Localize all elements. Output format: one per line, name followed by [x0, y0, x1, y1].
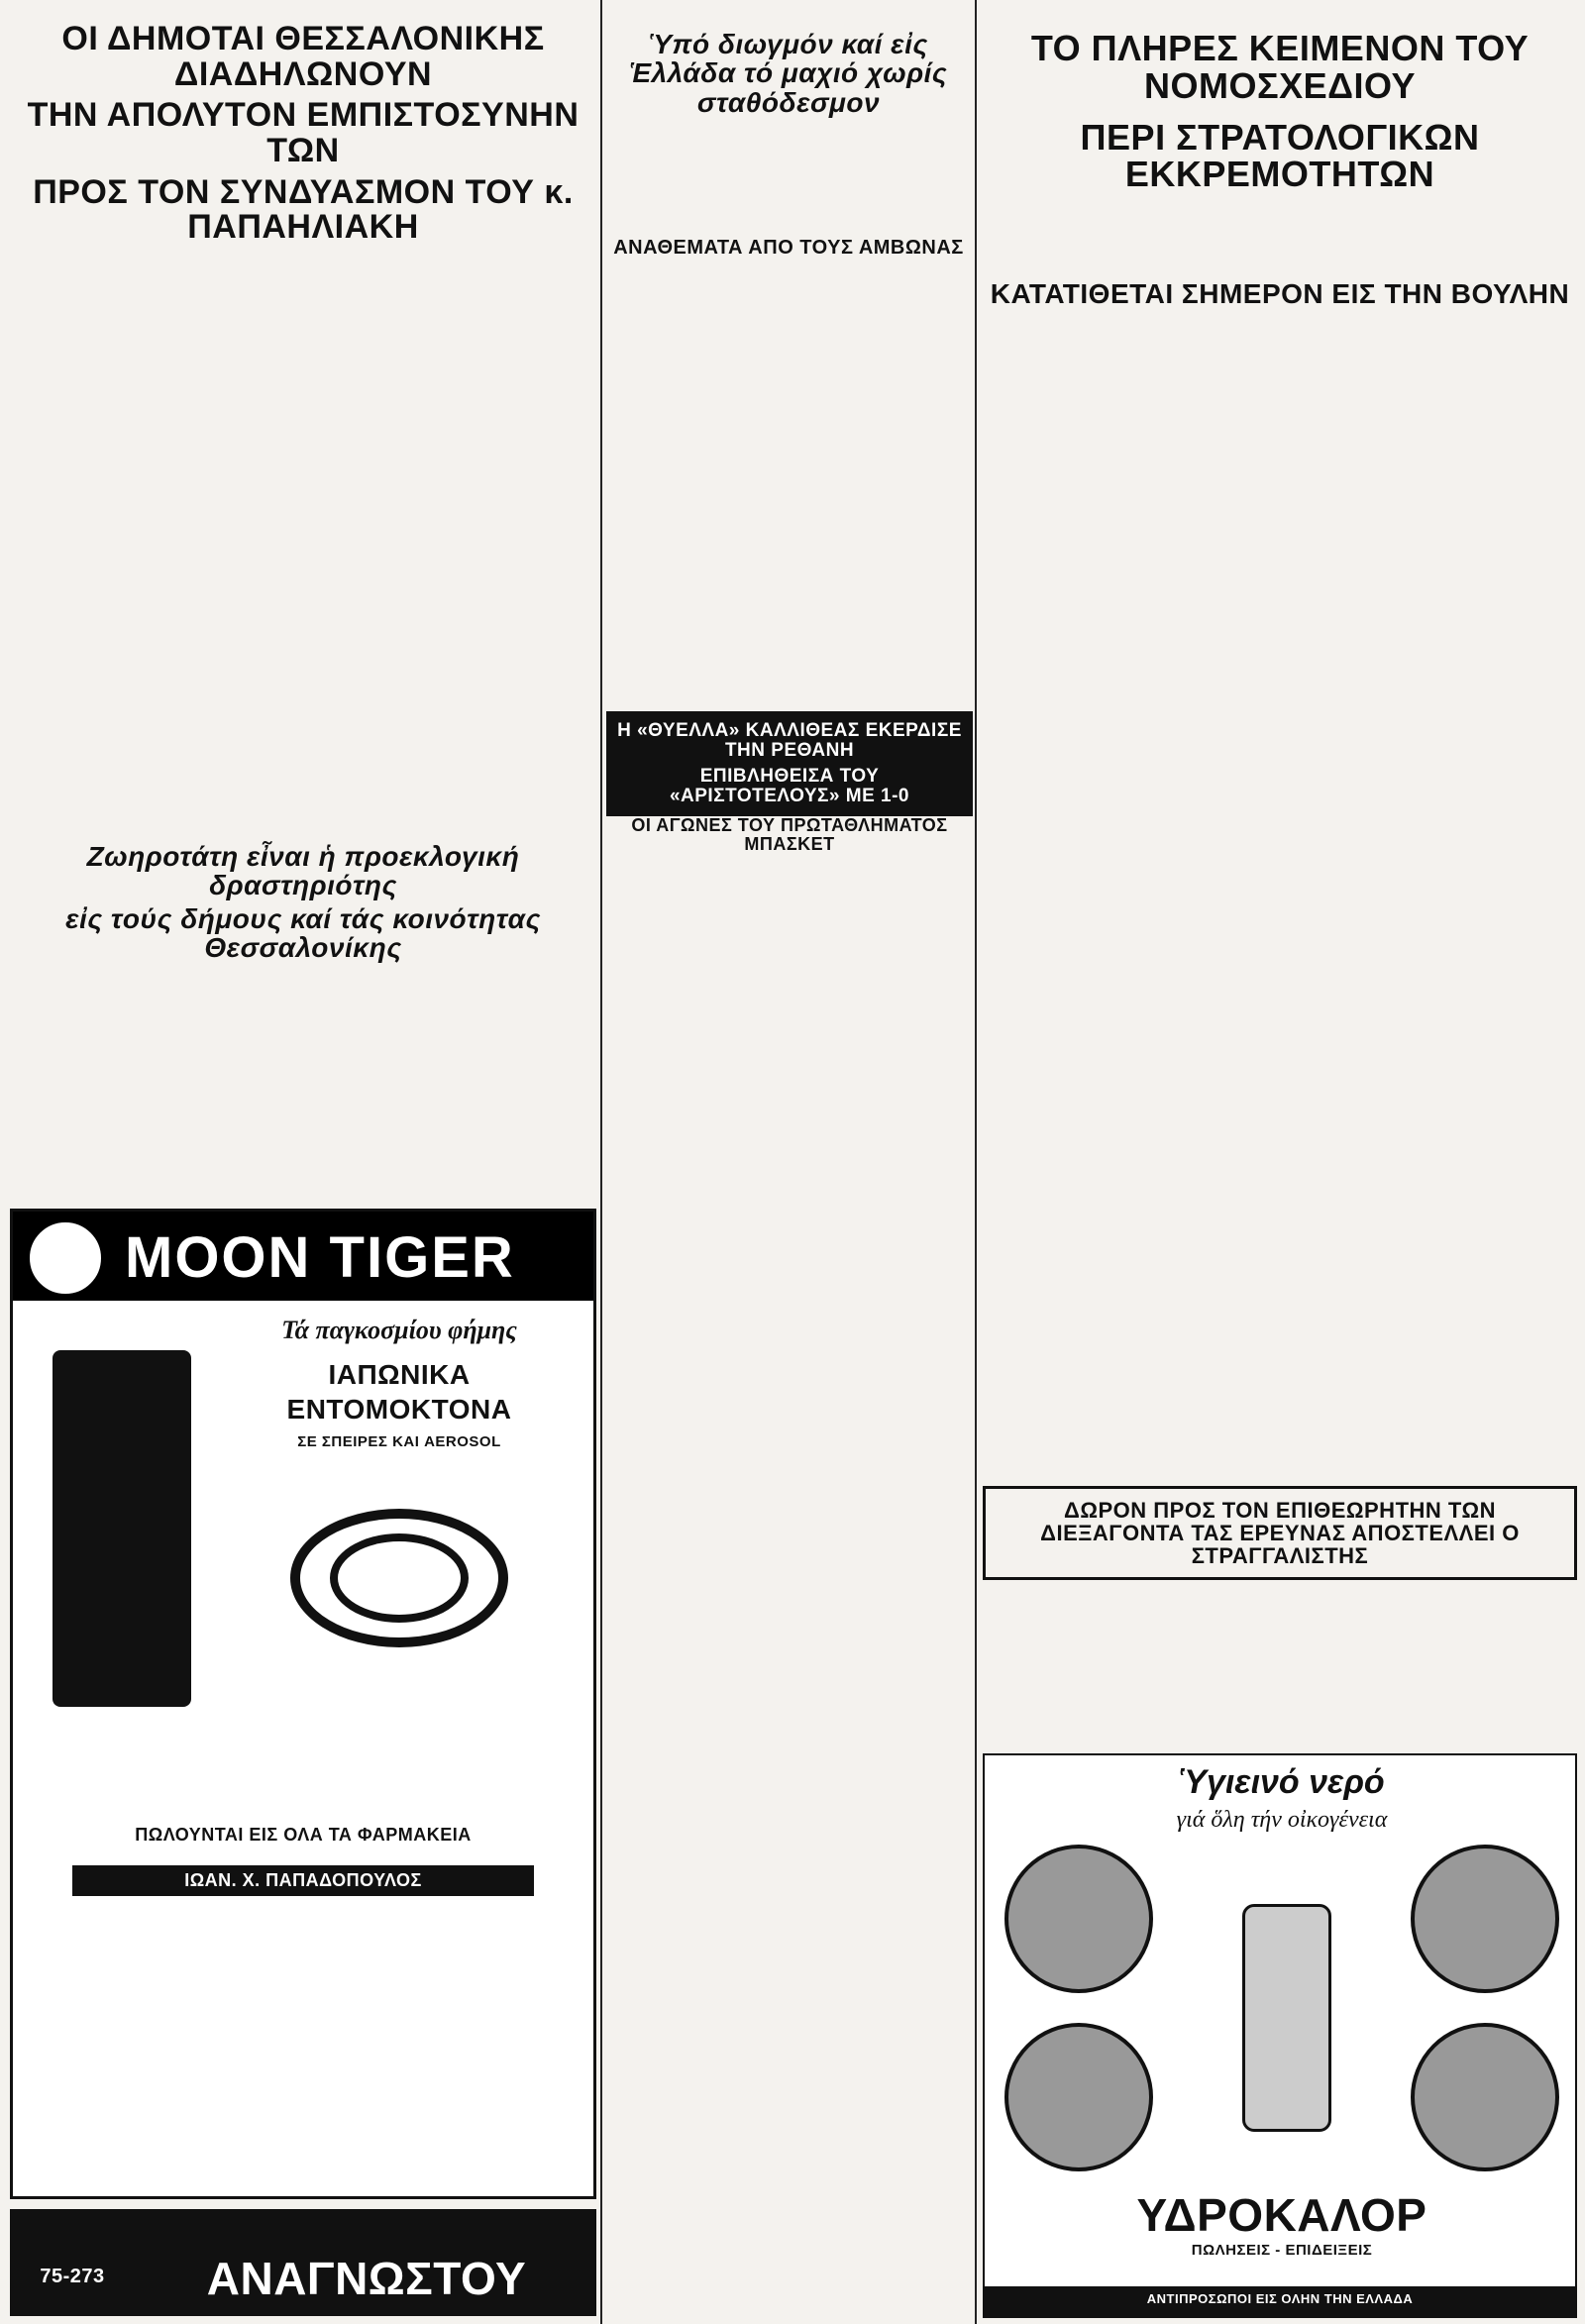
- distributor: ΙΩΑΝ. Χ. ΠΑΠΑΔΟΠΟΥΛΟΣ: [184, 1870, 422, 1890]
- headline-line: ΤΗΝ ΑΠΟΛΥΤΟΝ ΕΜΠΙΣΤΟΣΥΝΗΝ ΤΩΝ: [27, 96, 580, 170]
- strangler-box: [983, 1486, 1577, 1580]
- phone-number: 75-273: [40, 2266, 105, 2287]
- moon-tiger-ad: [10, 1209, 596, 2199]
- headline-block-right: [983, 30, 1577, 193]
- headline-line: εἰς τούς δήμους καί τάς κοινότητας Θεσσαλονίκης: [65, 902, 541, 964]
- headline-main: Ὑπό διωγμόν καί εἰς Ἑλλάδα τό μαχιό χωρίς σταθόδεσμον: [629, 29, 948, 118]
- sports-headline-box: [606, 711, 973, 816]
- product-forms: ΣΕ ΣΠΕΙΡΕΣ ΚΑΙ AEROSOL: [297, 1433, 501, 1450]
- face-portrait: [1004, 2023, 1153, 2171]
- sub-headline: ΚΑΤΑΤΙΘΕΤΑΙ ΣΗΜΕΡΟΝ ΕΙΣ ΤΗΝ ΒΟΥΛΗΝ: [990, 278, 1570, 309]
- headline-block-middle: [606, 30, 971, 117]
- spray-can-icon: [53, 1350, 191, 1707]
- headline-line: Η «ΘΥΕΛΛΑ» ΚΑΛΛΙΘΕΑΣ ΕΚΕΡΔΙΣΕ ΤΗΝ ΡΕΘΑΝΗ: [617, 720, 962, 761]
- moon-tiger-logo-bar: [13, 1212, 593, 1301]
- ad-headline: Ὑγιεινό νερό: [1179, 1763, 1385, 1801]
- basketball-heading: [606, 816, 973, 854]
- ad-footer: ΑΝΤΙΠΡΟΣΩΠΟΙ ΕΙΣ ΟΛΗΝ ΤΗΝ ΕΛΛΑΔΑ: [1146, 2291, 1414, 2306]
- advertiser-name: ΑΝΑΓΝΩΣΤΟΥ: [206, 2253, 527, 2304]
- mosquito-coil-icon: [330, 1533, 469, 1623]
- sub-headline-right: [983, 279, 1577, 308]
- face-portrait: [1411, 2023, 1559, 2171]
- ad-sub: ΠΩΛΗΣΕΙΣ - ΕΠΙΔΕΙΞΕΙΣ: [1191, 2242, 1373, 2259]
- brand-name: MOON TIGER: [125, 1225, 515, 1290]
- sold-at: ΠΩΛΟΥΝΤΑΙ ΕΙΣ ΟΛΑ ΤΑ ΦΑΡΜΑΚΕΙΑ: [135, 1825, 472, 1845]
- column-rule: [600, 0, 602, 2324]
- ad-footer-bar: [985, 2286, 1575, 2316]
- bottom-left-ad: [10, 2209, 596, 2316]
- box-headline: ΔΩΡΟΝ ΠΡΟΣ ΤΟΝ ΕΠΙΘΕΩΡΗΤΗΝ ΤΩΝ ΔΙΕΞΑΓΟΝΤΑ ΤΑΣ ΕΡΕΥΝΑΣ ΑΠΟΣΤΕΛΛΕΙ Ο ΣΤΡΑΓΓΑΛΙΣΤΗΣ: [1040, 1498, 1520, 1569]
- section-heading: ΟΙ ΑΓΩΝΕΣ ΤΟΥ ΠΡΩΤΑΘΛΗΜΑΤΟΣ ΜΠΑΣΚΕΤ: [631, 815, 948, 854]
- headline-line: Ζωηροτάτη εἶναι ἡ προεκλογική δραστηριότης: [86, 841, 520, 901]
- headline-line: ΕΠΙΒΛΗΘΕΙΣΑ ΤΟΥ «ΑΡΙΣΤΟΤΕΛΟΥΣ» ΜΕ 1-0: [669, 765, 910, 806]
- headline-line: ΠΕΡΙ ΣΤΡΑΤΟΛΟΓΙΚΩΝ ΕΚΚΡΕΜΟΤΗΤΩΝ: [1080, 116, 1480, 195]
- filter-device-icon: [1242, 1904, 1331, 2132]
- section-heading-middle: [606, 238, 971, 259]
- headline-line: ΟΙ ΔΗΜΟΤΑΙ ΘΕΣΣΑΛΟΝΙΚΗΣ ΔΙΑΔΗΛΩΝΟΥΝ: [61, 20, 545, 93]
- brand-name: ΥΔΡΟΚΑΛΟΡ: [1136, 2189, 1427, 2241]
- tiger-logo-icon: [30, 1222, 101, 1294]
- headline-line: ΤΟ ΠΛΗΡΕΣ ΚΕΙΜΕΝΟΝ ΤΟΥ ΝΟΜΟΣΧΕΔΙΟΥ: [1030, 28, 1530, 106]
- ydrokalor-ad: [983, 1753, 1577, 2318]
- section-heading: ΑΝΑΘΕΜΑΤΑ ΑΠΟ ΤΟΥΣ ΑΜΒΩΝΑΣ: [613, 237, 964, 259]
- distributor-bar: [72, 1865, 534, 1896]
- ad-headline-sub: γιά ὅλη τήν οἰκογένεια: [1176, 1807, 1388, 1833]
- tagline: ΙΑΠΩΝΙΚΑ: [328, 1359, 471, 1390]
- headline-block-left-2: [10, 842, 596, 963]
- column-rule: [975, 0, 977, 2324]
- face-portrait: [1004, 1845, 1153, 1993]
- headline-block-left: [10, 22, 596, 246]
- headline-line: ΠΡΟΣ ΤΟΝ ΣΥΝΔΥΑΣΜΟΝ ΤΟΥ κ. ΠΑΠΑΗΛΙΑΚΗ: [33, 172, 574, 247]
- tagline: Τά παγκοσμίου φήμης: [281, 1316, 517, 1344]
- tagline: ΕΝΤΟΜΟΚΤΟΝΑ: [286, 1394, 512, 1425]
- face-portrait: [1411, 1845, 1559, 1993]
